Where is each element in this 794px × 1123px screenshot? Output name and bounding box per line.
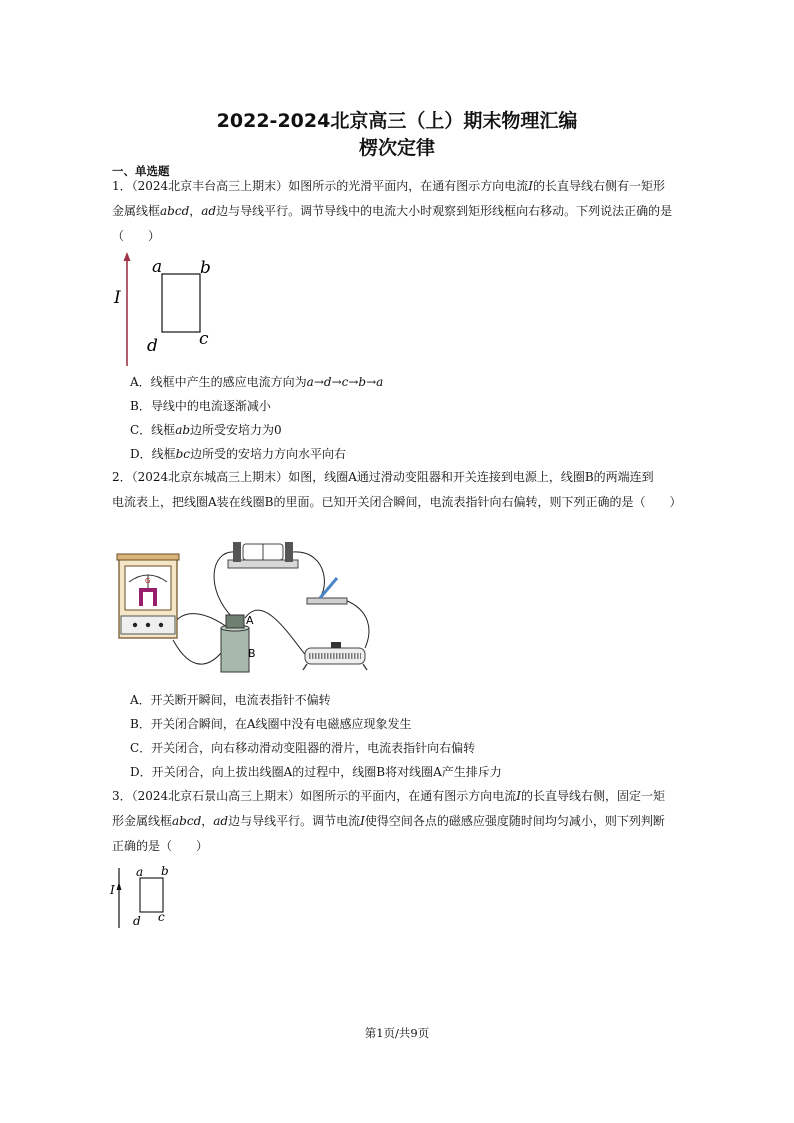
label-b: b bbox=[161, 864, 169, 878]
figure-coil-circuit bbox=[115, 530, 385, 680]
wire bbox=[173, 640, 222, 664]
text: 金属线框 bbox=[112, 204, 161, 218]
option-d bbox=[130, 444, 346, 464]
var-abcd: abcd bbox=[172, 814, 202, 828]
label-c: c bbox=[158, 910, 165, 924]
label-b: b bbox=[200, 258, 211, 278]
battery-terminal bbox=[285, 542, 293, 562]
question-number: 3． bbox=[112, 789, 132, 803]
page-footer: 第1页/共9页 bbox=[364, 1026, 430, 1040]
label-a: a bbox=[136, 865, 144, 879]
metal-frame bbox=[162, 274, 200, 332]
galvanometer-top bbox=[117, 554, 179, 560]
option-c: C．开关闭合，向右移动滑动变阻器的滑片，电流表指针向右偏转 bbox=[130, 741, 476, 755]
text: C．线框 bbox=[130, 423, 176, 437]
option-b: B．开关闭合瞬间，在A线圈中没有电磁感应现象发生 bbox=[130, 717, 412, 731]
question-3-text bbox=[112, 784, 690, 859]
text: A．线框中产生的感应电流方向为 bbox=[130, 375, 307, 389]
text: 边所受的安培力方向水平向右 bbox=[190, 447, 347, 461]
option-c bbox=[130, 420, 282, 440]
text: 边与导线平行。调节电流 bbox=[228, 814, 361, 828]
question-source: （2024北京石景山高三上期末） bbox=[131, 789, 301, 803]
current-path: a→d→c→b→a bbox=[306, 375, 384, 389]
text: 如图所示的平面内，在通有图示方向电流 bbox=[300, 789, 517, 803]
question-number: 2． bbox=[112, 470, 132, 484]
text: 边所受安培力为0 bbox=[190, 423, 282, 437]
question-number: 1． bbox=[112, 179, 132, 193]
label-a: a bbox=[152, 257, 163, 277]
text: 如图所示的光滑平面内，在通有图示方向电流 bbox=[288, 179, 529, 193]
page-subtitle: 楞次定律 bbox=[358, 137, 435, 159]
option-d: D．开关闭合，向上拔出线圈A的过程中，线圈B将对线圈A产生排斥力 bbox=[130, 765, 502, 779]
text: 使得空间各点的磁感应强度随时间均匀减小，则下列判断 bbox=[364, 814, 665, 828]
option-b: B．导线中的电流逐渐减小 bbox=[130, 399, 271, 413]
rheostat-leg bbox=[303, 664, 307, 670]
page-title: 2022-2024北京高三（上）期末物理汇编 bbox=[216, 110, 578, 132]
label-B: B bbox=[248, 647, 256, 660]
rheostat-slider bbox=[331, 642, 341, 648]
var-bc: bc bbox=[175, 447, 191, 461]
question-1-text bbox=[112, 174, 690, 249]
text: 如图，线圈A通过滑动变阻器和开关连接到电源上，线圈B的两端连到 bbox=[288, 470, 654, 484]
battery-terminal bbox=[233, 542, 241, 562]
text: 正确的是 bbox=[112, 839, 161, 853]
coil-A bbox=[226, 615, 244, 628]
galvanometer-core bbox=[143, 592, 153, 606]
current-arrow-icon bbox=[117, 882, 122, 890]
rheostat bbox=[305, 648, 365, 664]
text: ， bbox=[201, 814, 214, 828]
label-d: d bbox=[133, 914, 141, 928]
wire bbox=[345, 600, 369, 648]
var-I: I bbox=[516, 789, 521, 803]
label-G: G bbox=[145, 577, 151, 585]
var-ab: ab bbox=[175, 423, 191, 437]
question-source: （2024北京东城高三上期末） bbox=[131, 470, 289, 484]
text: 的长直导线右侧，固定一矩 bbox=[520, 789, 665, 803]
text: ， bbox=[189, 204, 202, 218]
section-heading: 一、单选题 bbox=[112, 164, 170, 178]
var-ad: ad bbox=[213, 814, 229, 828]
answer-blank: （ ） bbox=[160, 839, 209, 853]
rheostat-leg bbox=[363, 664, 367, 670]
var-I: I bbox=[360, 814, 365, 828]
wire bbox=[293, 552, 324, 602]
label-d: d bbox=[147, 336, 158, 356]
label-c: c bbox=[199, 329, 209, 349]
text: 电流表上，把线圈A装在线圈B的里面。已知开关闭合瞬间，电流表指针向右偏转，则下列正确的是（ ） bbox=[112, 495, 682, 509]
wire bbox=[173, 614, 227, 627]
figure-wire-frame-3 bbox=[108, 860, 178, 932]
figure-wire-frame-1 bbox=[105, 250, 235, 370]
terminal bbox=[159, 623, 163, 627]
option-a bbox=[130, 372, 383, 392]
metal-frame bbox=[140, 878, 163, 912]
text: D．线框 bbox=[130, 447, 176, 461]
question-source: （2024北京丰台高三上期末） bbox=[131, 179, 289, 193]
var-I: I bbox=[528, 179, 533, 193]
text: 形金属线框 bbox=[112, 814, 173, 828]
switch-base bbox=[307, 598, 347, 604]
var-abcd: abcd bbox=[160, 204, 190, 218]
option-a: A．开关断开瞬间，电流表指针不偏转 bbox=[130, 693, 331, 707]
var-ad: ad bbox=[201, 204, 217, 218]
label-A: A bbox=[246, 614, 254, 627]
current-arrow-icon bbox=[124, 252, 131, 261]
terminal bbox=[146, 623, 150, 627]
coil-B bbox=[221, 628, 249, 672]
answer-blank: （ ） bbox=[112, 229, 161, 243]
terminal bbox=[133, 623, 137, 627]
text: 边与导线平行。调节导线中的电流大小时观察到矩形线框向右移动。下列说法正确的是 bbox=[216, 204, 673, 218]
switch-lever bbox=[320, 578, 337, 598]
label-I: I bbox=[114, 288, 121, 308]
label-I: I bbox=[110, 883, 115, 897]
text: 的长直导线右侧有一矩形 bbox=[532, 179, 665, 193]
question-2-text bbox=[112, 465, 690, 515]
